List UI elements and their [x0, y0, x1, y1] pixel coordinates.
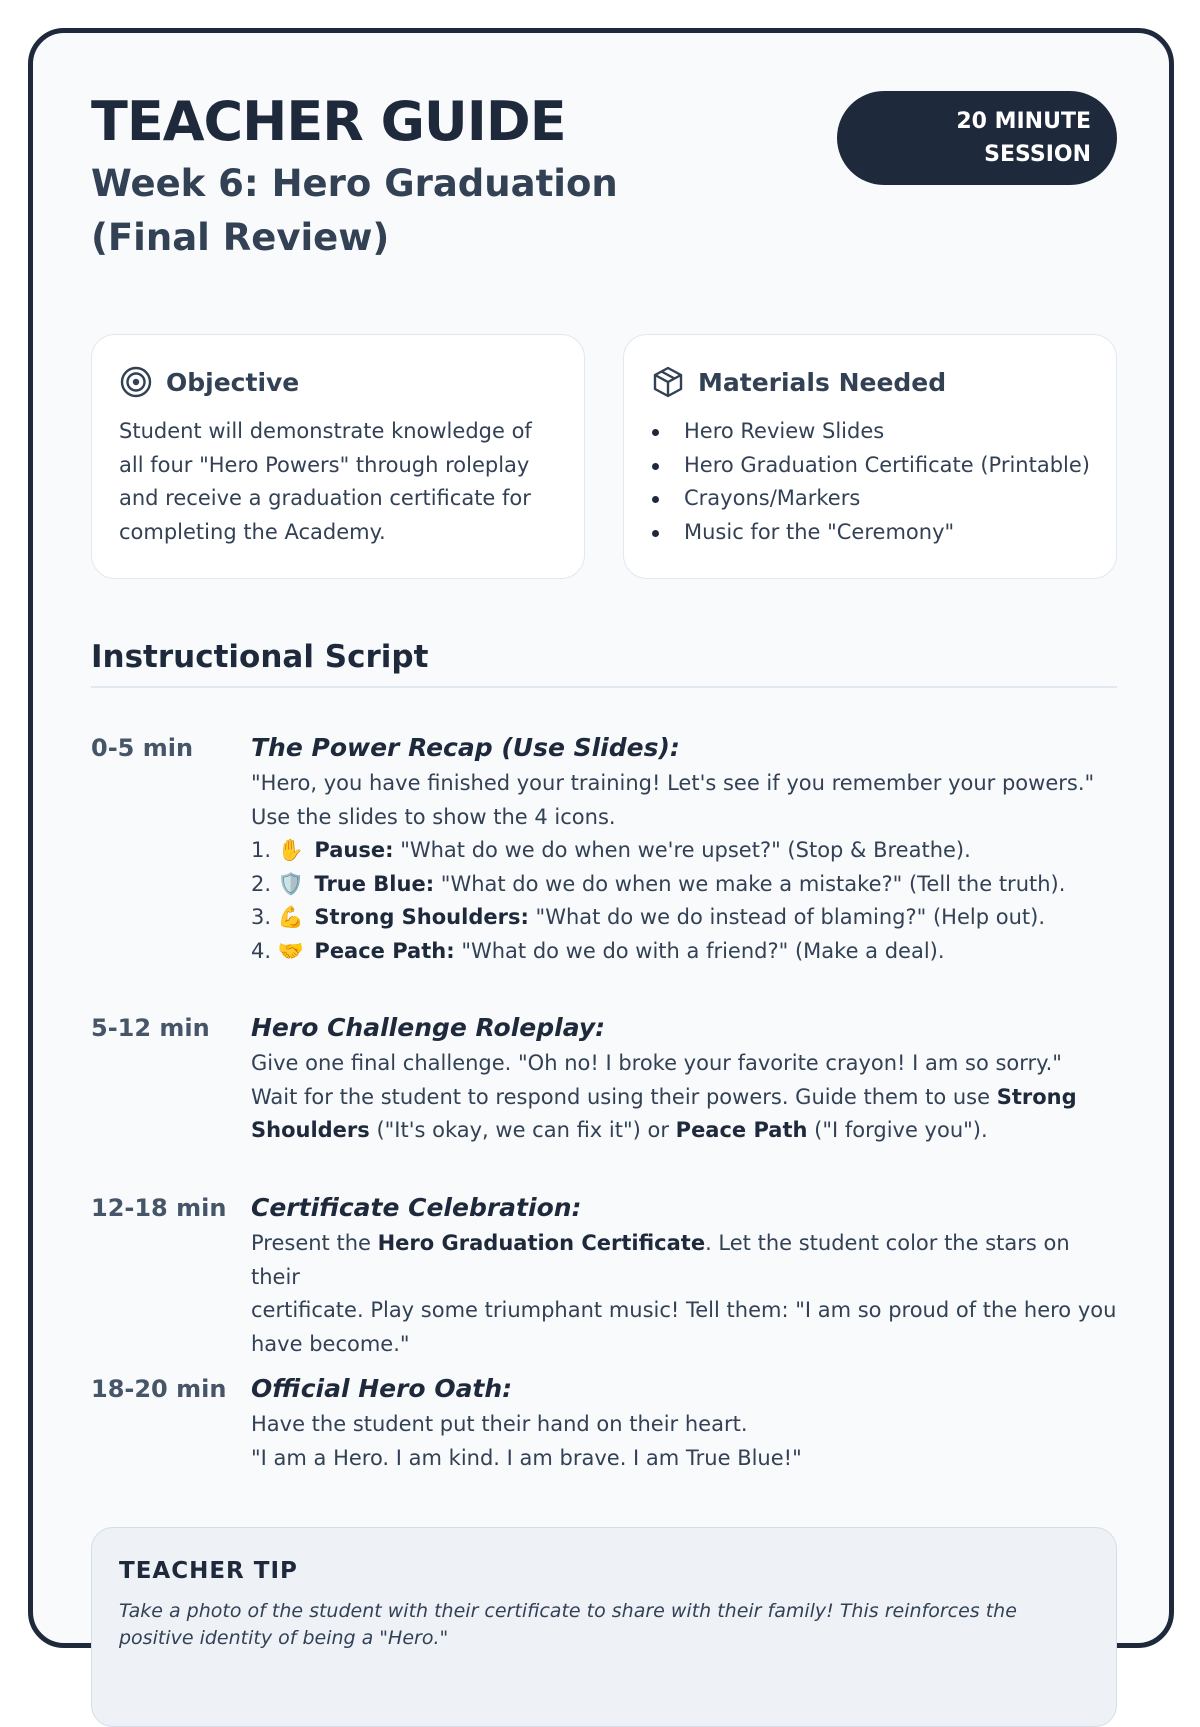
step-text: Present the: [251, 1231, 378, 1255]
guide-content: [91, 90, 1117, 1649]
tip-title: TEACHER TIP: [119, 1558, 298, 1584]
step-line: certificate. Play some triumphant music! Tell them: "I am so proud of the hero you: [251, 1298, 1117, 1322]
list-item: Hero Review Slides: [651, 415, 1090, 449]
step-body: [251, 1189, 1117, 1361]
list-item: Crayons/Markers: [651, 482, 1090, 516]
power-number: 3.: [251, 905, 272, 929]
step-body: [251, 1370, 1117, 1475]
list-item: Music for the "Ceremony": [651, 516, 1090, 550]
guide-card: [28, 28, 1174, 1648]
step-line: Have the student put their hand on their heart.: [251, 1412, 748, 1436]
step-line: [251, 1081, 1117, 1115]
step-body: [251, 729, 1117, 968]
page-title: TEACHER GUIDE: [91, 90, 566, 153]
step-heading: Official Hero Oath:: [251, 1374, 513, 1403]
step-heading: Certificate Celebration:: [251, 1193, 582, 1222]
power-question: "What do we do when we make a mistake?" (Tell the truth).: [440, 871, 1066, 896]
materials-header: [651, 365, 1090, 399]
objective-header: [119, 365, 558, 399]
material-name: Hero Graduation Certificate: [377, 1231, 706, 1255]
power-name: True Blue:: [314, 871, 435, 896]
materials-box: [623, 334, 1117, 579]
list-item: Hero Graduation Certificate (Printable): [651, 449, 1090, 483]
objective-box: [91, 334, 585, 579]
step-time: 0-5 min: [91, 734, 194, 762]
step-line: [251, 1227, 1117, 1294]
shield-icon: 🛡️: [277, 871, 304, 896]
step-text: Wait for the student to respond using their powers. Guide them to use: [251, 1084, 997, 1109]
page-subtitle: Week 6: Hero Graduation (Final Review): [91, 162, 618, 259]
step-line: "I am a Hero. I am kind. I am brave. I am True Blue!": [251, 1445, 802, 1470]
guide-header: [91, 91, 1117, 311]
power-name: Strong Shoulders:: [314, 905, 529, 929]
handshake-icon: 🤝: [277, 938, 304, 963]
flexed-biceps-icon: 💪: [277, 905, 304, 929]
materials-title: Materials Needed: [698, 367, 947, 397]
step-text: ("I forgive you").: [807, 1118, 988, 1142]
power-name: Pause:: [314, 838, 394, 862]
power-number: 4.: [251, 938, 272, 963]
power-item-true-blue: [251, 868, 1117, 902]
section-divider: [91, 686, 1117, 688]
step-line: Use the slides to show the 4 icons.: [251, 804, 616, 829]
materials-list: [651, 415, 1090, 549]
session-length-badge: [837, 91, 1117, 185]
info-boxes: [91, 334, 1117, 579]
power-name: Strong: [996, 1084, 1077, 1109]
session-badge-line-1: 20 MINUTE: [956, 109, 1091, 134]
step-line: Give one final challenge. "Oh no! I broke your favorite crayon! I am so sorry.": [251, 1051, 1062, 1075]
power-item-pause: [251, 834, 1117, 868]
power-number: 2.: [251, 871, 272, 896]
objective-title: Objective: [166, 367, 300, 397]
step-line: have become.": [251, 1331, 410, 1356]
step-body: [251, 1009, 1117, 1148]
raised-hand-icon: ✋: [277, 838, 304, 862]
script-section-title: Instructional Script: [91, 639, 429, 675]
power-question: "What do we do when we're upset?" (Stop & Breathe).: [400, 838, 971, 862]
power-question: "What do we do with a friend?" (Make a deal).: [461, 938, 945, 963]
step-time: 12-18 min: [91, 1194, 227, 1222]
power-item-strong-shoulders: [251, 901, 1117, 935]
power-number: 1.: [251, 838, 272, 862]
power-name: Shoulders: [251, 1118, 370, 1142]
power-question: "What do we do instead of blaming?" (Help out).: [535, 905, 1045, 929]
power-item-peace-path: [251, 935, 1117, 969]
session-badge-line-2: SESSION: [984, 142, 1091, 167]
step-line: "Hero, you have finished your training! Let's see if you remember your powers.": [251, 771, 1095, 795]
step-text: . Let the student color the stars on their: [251, 1231, 1070, 1289]
box-icon: [651, 365, 685, 399]
step-text: ("It's okay, we can fix it") or: [369, 1118, 676, 1142]
teacher-tip-box: [91, 1527, 1117, 1727]
step-line: [251, 1114, 1117, 1148]
tip-text: Take a photo of the student with their certificate to share with their family! This reinforces the positive identity of being a "Hero.": [119, 1600, 1017, 1649]
step-time: 18-20 min: [91, 1375, 227, 1403]
step-heading: Hero Challenge Roleplay:: [251, 1013, 606, 1042]
step-time: 5-12 min: [91, 1014, 210, 1042]
power-name: Peace Path:: [314, 938, 455, 963]
target-icon: [119, 365, 153, 399]
power-name: Peace Path: [675, 1118, 808, 1142]
objective-text: Student will demonstrate knowledge of all four "Hero Powers" through roleplay and receive a graduation certificate for completing the Academy.: [119, 419, 532, 544]
step-heading: The Power Recap (Use Slides):: [251, 733, 680, 762]
